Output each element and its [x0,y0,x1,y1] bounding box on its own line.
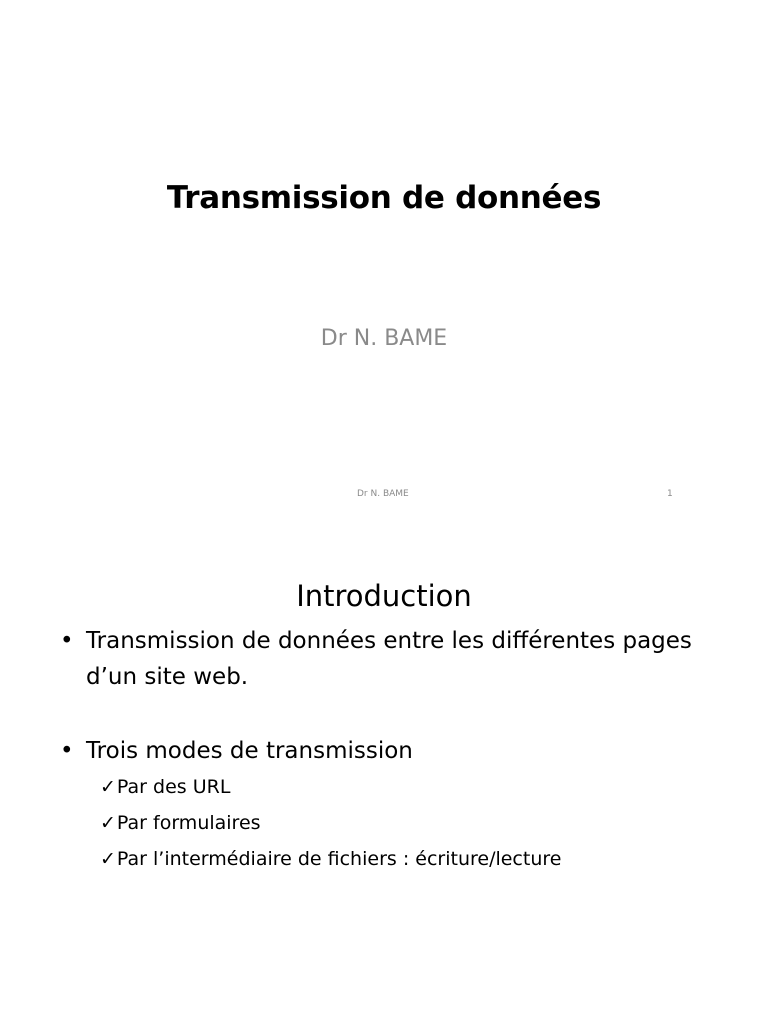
sub-item-text: Par formulaires [116,812,261,834]
bullet-icon: • [60,738,74,764]
checkmark-icon: ✓ [100,848,116,870]
bullet-list [60,623,720,877]
bullet-icon: • [60,628,74,654]
sub-item [100,769,720,805]
bullet-text: Transmission de données entre les différentes pages d’un site web. [86,628,692,690]
bullet-item [60,733,720,769]
bullet-item [60,623,720,695]
sub-item [100,841,720,877]
sub-item-text: Par des URL [116,776,231,798]
page-number: 1 [667,489,673,499]
slide-introduction [0,520,768,1024]
author-subtitle: Dr N. BAME [320,326,448,351]
sub-item [100,805,720,841]
slide-heading: Introduction [296,579,472,613]
checkmark-icon: ✓ [100,812,116,834]
presentation-title: Transmission de données [166,180,602,216]
footer-author: Dr N. BAME [357,489,409,499]
bullet-text: Trois modes de transmission [86,738,413,764]
sub-item-text: Par l’intermédiaire de fichiers : écriture/lecture [116,848,562,870]
checkmark-icon: ✓ [100,776,116,798]
